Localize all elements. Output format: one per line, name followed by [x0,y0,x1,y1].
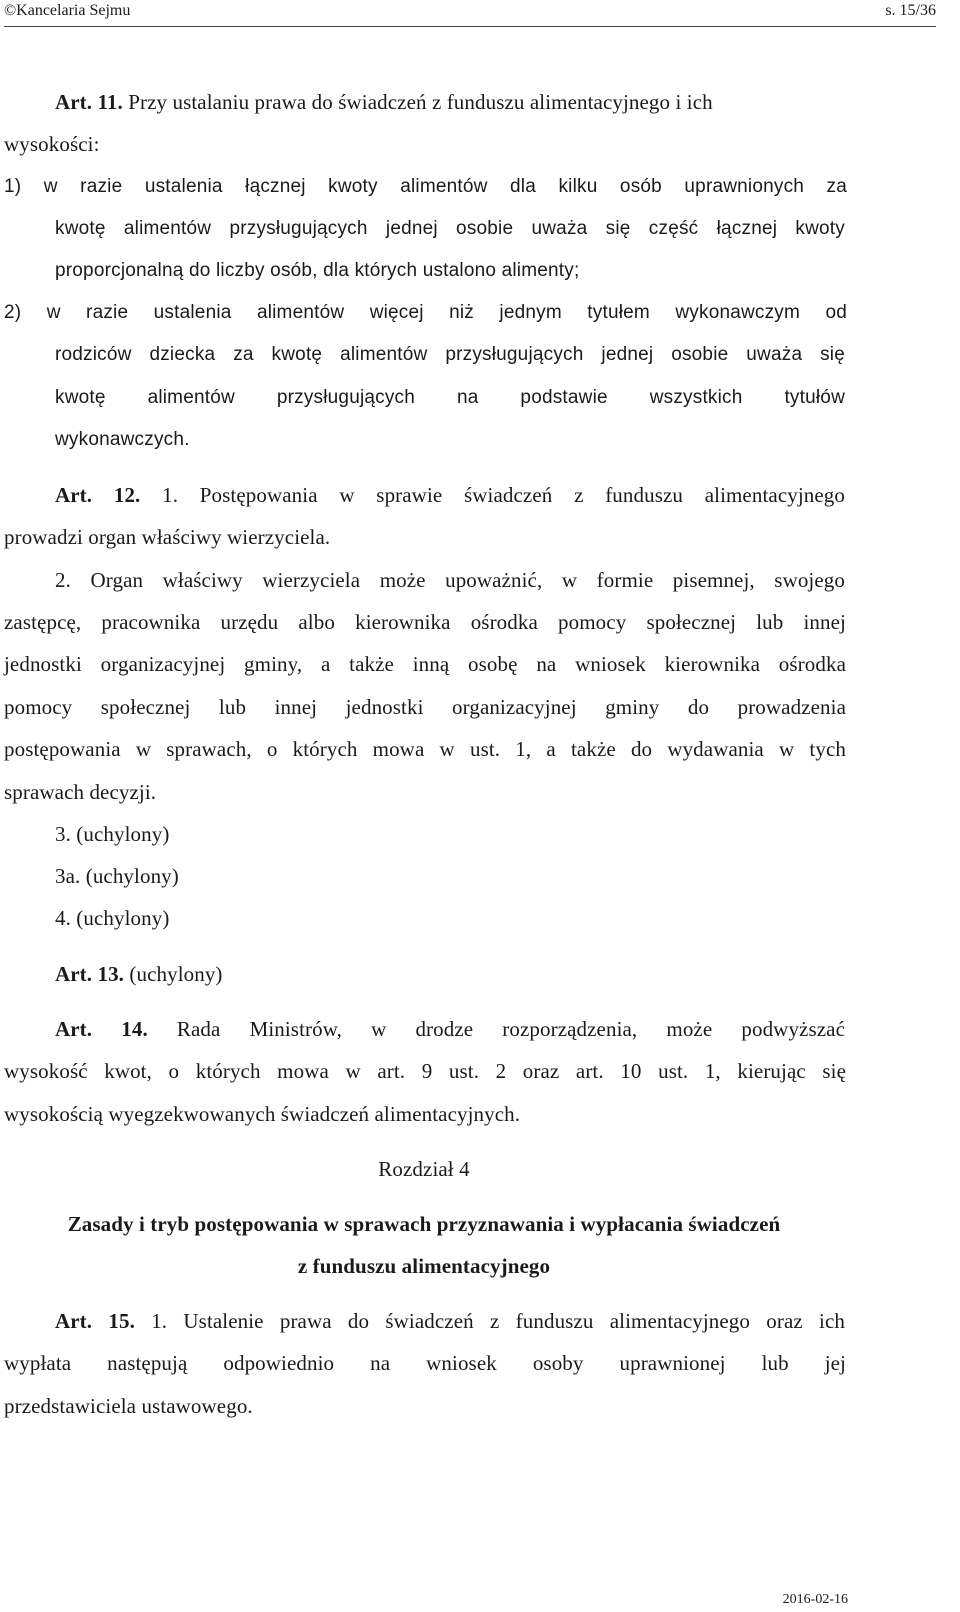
article-number: Art. 11. [55,90,123,114]
art12-para2-line4 [4,693,846,721]
line-text: wysokości: [4,132,100,156]
line-text: wypłata następują odpowiednio na wniosek osoby uprawnionej lub jej [4,1351,846,1375]
art12-para1-line2 [4,523,938,551]
line-text: 1) w razie ustalenia łącznej kwoty alimentów dla kilku osób uprawnionych za [4,176,847,197]
line-text: 2) w razie ustalenia alimentów więcej niż jednym tytułem wykonawczym od [4,302,847,323]
art12-heading [55,481,845,509]
art11-point2-line3 [55,384,845,412]
art12-para2-line2 [4,608,846,636]
art11-continuation [4,130,938,158]
line-text: Przy ustalaniu prawa do świadczeń z funduszu alimentacyjnego i ich [122,90,713,114]
art14-line2 [4,1057,846,1085]
line-text: kwotę alimentów przysługujących jednej osobie uważa się część łącznej kwoty [55,218,845,239]
article-number: Art. 13. [55,962,125,986]
art12-para4 [55,904,960,932]
line-text: 3a. (uchylony) [55,864,179,888]
art11-point1-line3 [55,257,960,285]
line-text: 2. Organ właściwy wierzyciela może upoważnić, w formie pisemnej, swojego [55,568,845,592]
art12-para3a [55,862,960,890]
art15-line2 [4,1349,846,1377]
article-number: Art. 15. [55,1309,135,1333]
footer-date: 2016-02-16 [782,1592,848,1607]
line-text: postępowania w sprawach, o których mowa w ust. 1, a także do wydawania w tych [4,737,846,761]
line-text: zastępcę, pracownika urzędu albo kierownika ośrodka pomocy społecznej lub innej [4,610,846,634]
art11-heading [55,88,848,116]
line-text: Rada Ministrów, w drodze rozporządzenia, może podwyższać [147,1017,845,1041]
line-text: kwotę alimentów przysługujących na podstawie wszystkich tytułów [55,387,845,408]
article-number: Art. 12. [55,483,141,507]
chapter-title-line2 [4,1252,844,1280]
line-text: proporcjonalną do liczby osób, dla których ustalono alimenty; [55,260,580,281]
art12-para2-line6 [4,778,938,806]
line-text: 3. (uchylony) [55,822,170,846]
art15-line1 [55,1307,845,1335]
line-text: 4. (uchylony) [55,906,170,930]
art11-point2-line2 [55,341,845,369]
art12-para2-line5 [4,735,846,763]
header-source: ©Kancelaria Sejmu [4,2,131,19]
article-number: Zasady i tryb postępowania w sprawach przyznawania i wypłacania świadczeń [67,1212,781,1236]
art14-line1 [55,1015,845,1043]
line-text: przedstawiciela ustawowego. [4,1394,253,1418]
line-text: sprawach decyzji. [4,780,157,804]
chapter-number [4,1155,844,1183]
line-text: prowadzi organ właściwy wierzyciela. [4,525,331,549]
line-text: wysokość kwot, o których mowa w art. 9 ust. 2 oraz art. 10 ust. 1, kierując się [4,1059,846,1083]
line-text: 1. Postępowania w sprawie świadczeń z funduszu alimentacyjnego [140,483,845,507]
art14-line3 [4,1100,938,1128]
line-text: rodziców dziecka za kwotę alimentów przysługujących jednej osobie uważa się [55,344,845,365]
line-text: pomocy społecznej lub innej jednostki organizacyjnej gminy do prowadzenia [4,695,846,719]
art11-point1-line1 [4,173,847,201]
article-number: z funduszu alimentacyjnego [297,1254,551,1278]
line-text: (uchylony) [124,962,223,986]
art12-para2-line3 [4,650,846,678]
line-text: jednostki organizacyjnej gminy, a także inną osobę na wniosek kierownika ośrodka [4,652,846,676]
line-text: wysokością wyegzekwowanych świadczeń alimentacyjnych. [4,1102,521,1126]
header-rule [4,26,936,27]
art15-line3 [4,1392,938,1420]
art12-para2-line1 [55,566,845,594]
art11-point1-line2 [55,215,845,243]
art12-para3 [55,820,960,848]
header-page-number: s. 15/36 [885,2,936,19]
chapter-title-line1 [4,1210,844,1238]
line-text: 1. Ustalenie prawa do świadczeń z funduszu alimentacyjnego oraz ich [134,1309,845,1333]
line-text: Rozdział 4 [378,1157,470,1181]
art11-point2-line4 [55,426,960,454]
art13 [55,960,960,988]
line-text: wykonawczych. [55,429,190,450]
art11-point2-line1 [4,299,847,327]
article-number: Art. 14. [55,1017,148,1041]
